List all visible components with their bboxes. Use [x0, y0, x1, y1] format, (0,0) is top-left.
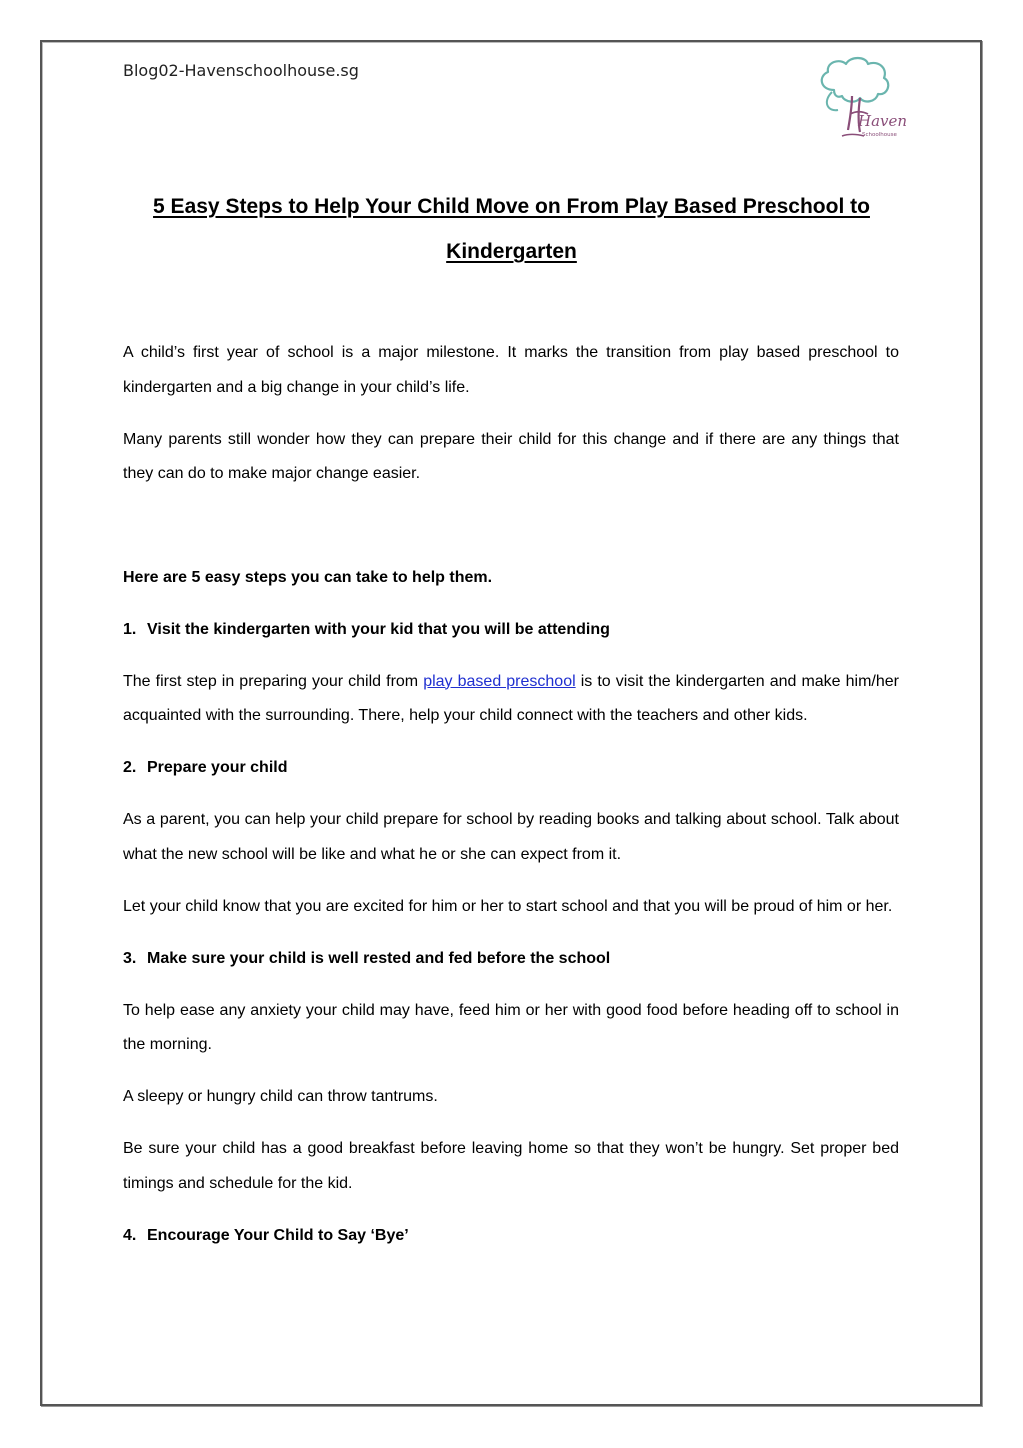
- intro-paragraph-1: A child’s first year of school is a major milestone. It marks the transition from play based preschool to kindergarten and a big change in your child’s life.: [123, 344, 899, 396]
- step-1-heading: [123, 613, 899, 648]
- tree-logo-icon: [812, 56, 912, 148]
- steps-heading: Here are 5 easy steps you can take to help them.: [123, 568, 493, 586]
- step-1-number: 1.: [123, 620, 137, 638]
- article-title: [100, 184, 923, 274]
- step-2-paragraph-2: Let your child know that you are excited for him or her to start school and that you will be proud of him or her.: [123, 897, 893, 915]
- step-4-number: 4.: [123, 1226, 137, 1244]
- article-title-line-1: 5 Easy Steps to Help Your Child Move on From Play Based Preschool to: [153, 195, 870, 218]
- step-1-text-after: is to visit the kindergarten and make him/her acquainted with the surrounding. There, help your child connect with the teachers and other kids.: [123, 672, 899, 724]
- document-header: Blog02-Havenschoolhouse.sg: [123, 61, 359, 80]
- step-3-number: 3.: [123, 949, 137, 967]
- step-2-paragraph-1: As a parent, you can help your child prepare for school by reading books and talking about school. Talk about what the new school will be like and what he or she can expect from it.: [123, 811, 899, 863]
- step-2-title: Prepare your child: [147, 759, 288, 776]
- article-title-line-2: Kindergarten: [446, 240, 577, 263]
- step-3-paragraph-3: Be sure your child has a good breakfast before leaving home so that they won’t be hungry. Set proper bed timings and schedule for the kid.: [123, 1140, 899, 1192]
- haven-schoolhouse-logo: [812, 56, 912, 148]
- step-4-title: Encourage Your Child to Say ‘Bye’: [147, 1226, 409, 1244]
- step-3-heading: [123, 942, 899, 977]
- step-3-paragraph-1: To help ease any anxiety your child may have, feed him or her with good food before heading off to school in the morning.: [123, 1001, 899, 1053]
- svg-text:Schoolhouse: Schoolhouse: [862, 132, 897, 138]
- play-based-preschool-link[interactable]: play based preschool: [423, 672, 576, 690]
- step-1-title: Visit the kindergarten with your kid that you will be attending: [147, 620, 610, 638]
- step-3-title: Make sure your child is well rested and fed before the school: [147, 949, 611, 967]
- step-1-paragraph: [123, 665, 899, 734]
- step-2-heading: [123, 751, 899, 786]
- step-2-number: 2.: [123, 759, 137, 776]
- step-4-heading: [123, 1219, 899, 1254]
- svg-text:Haven: Haven: [858, 112, 908, 130]
- step-1-text-before: The first step in preparing your child from: [123, 672, 424, 690]
- article-body: [123, 336, 899, 1271]
- intro-paragraph-2: Many parents still wonder how they can prepare their child for this change and if there are any things that they can do to make major change easier.: [123, 430, 899, 482]
- step-3-paragraph-2: A sleepy or hungry child can throw tantrums.: [123, 1088, 438, 1105]
